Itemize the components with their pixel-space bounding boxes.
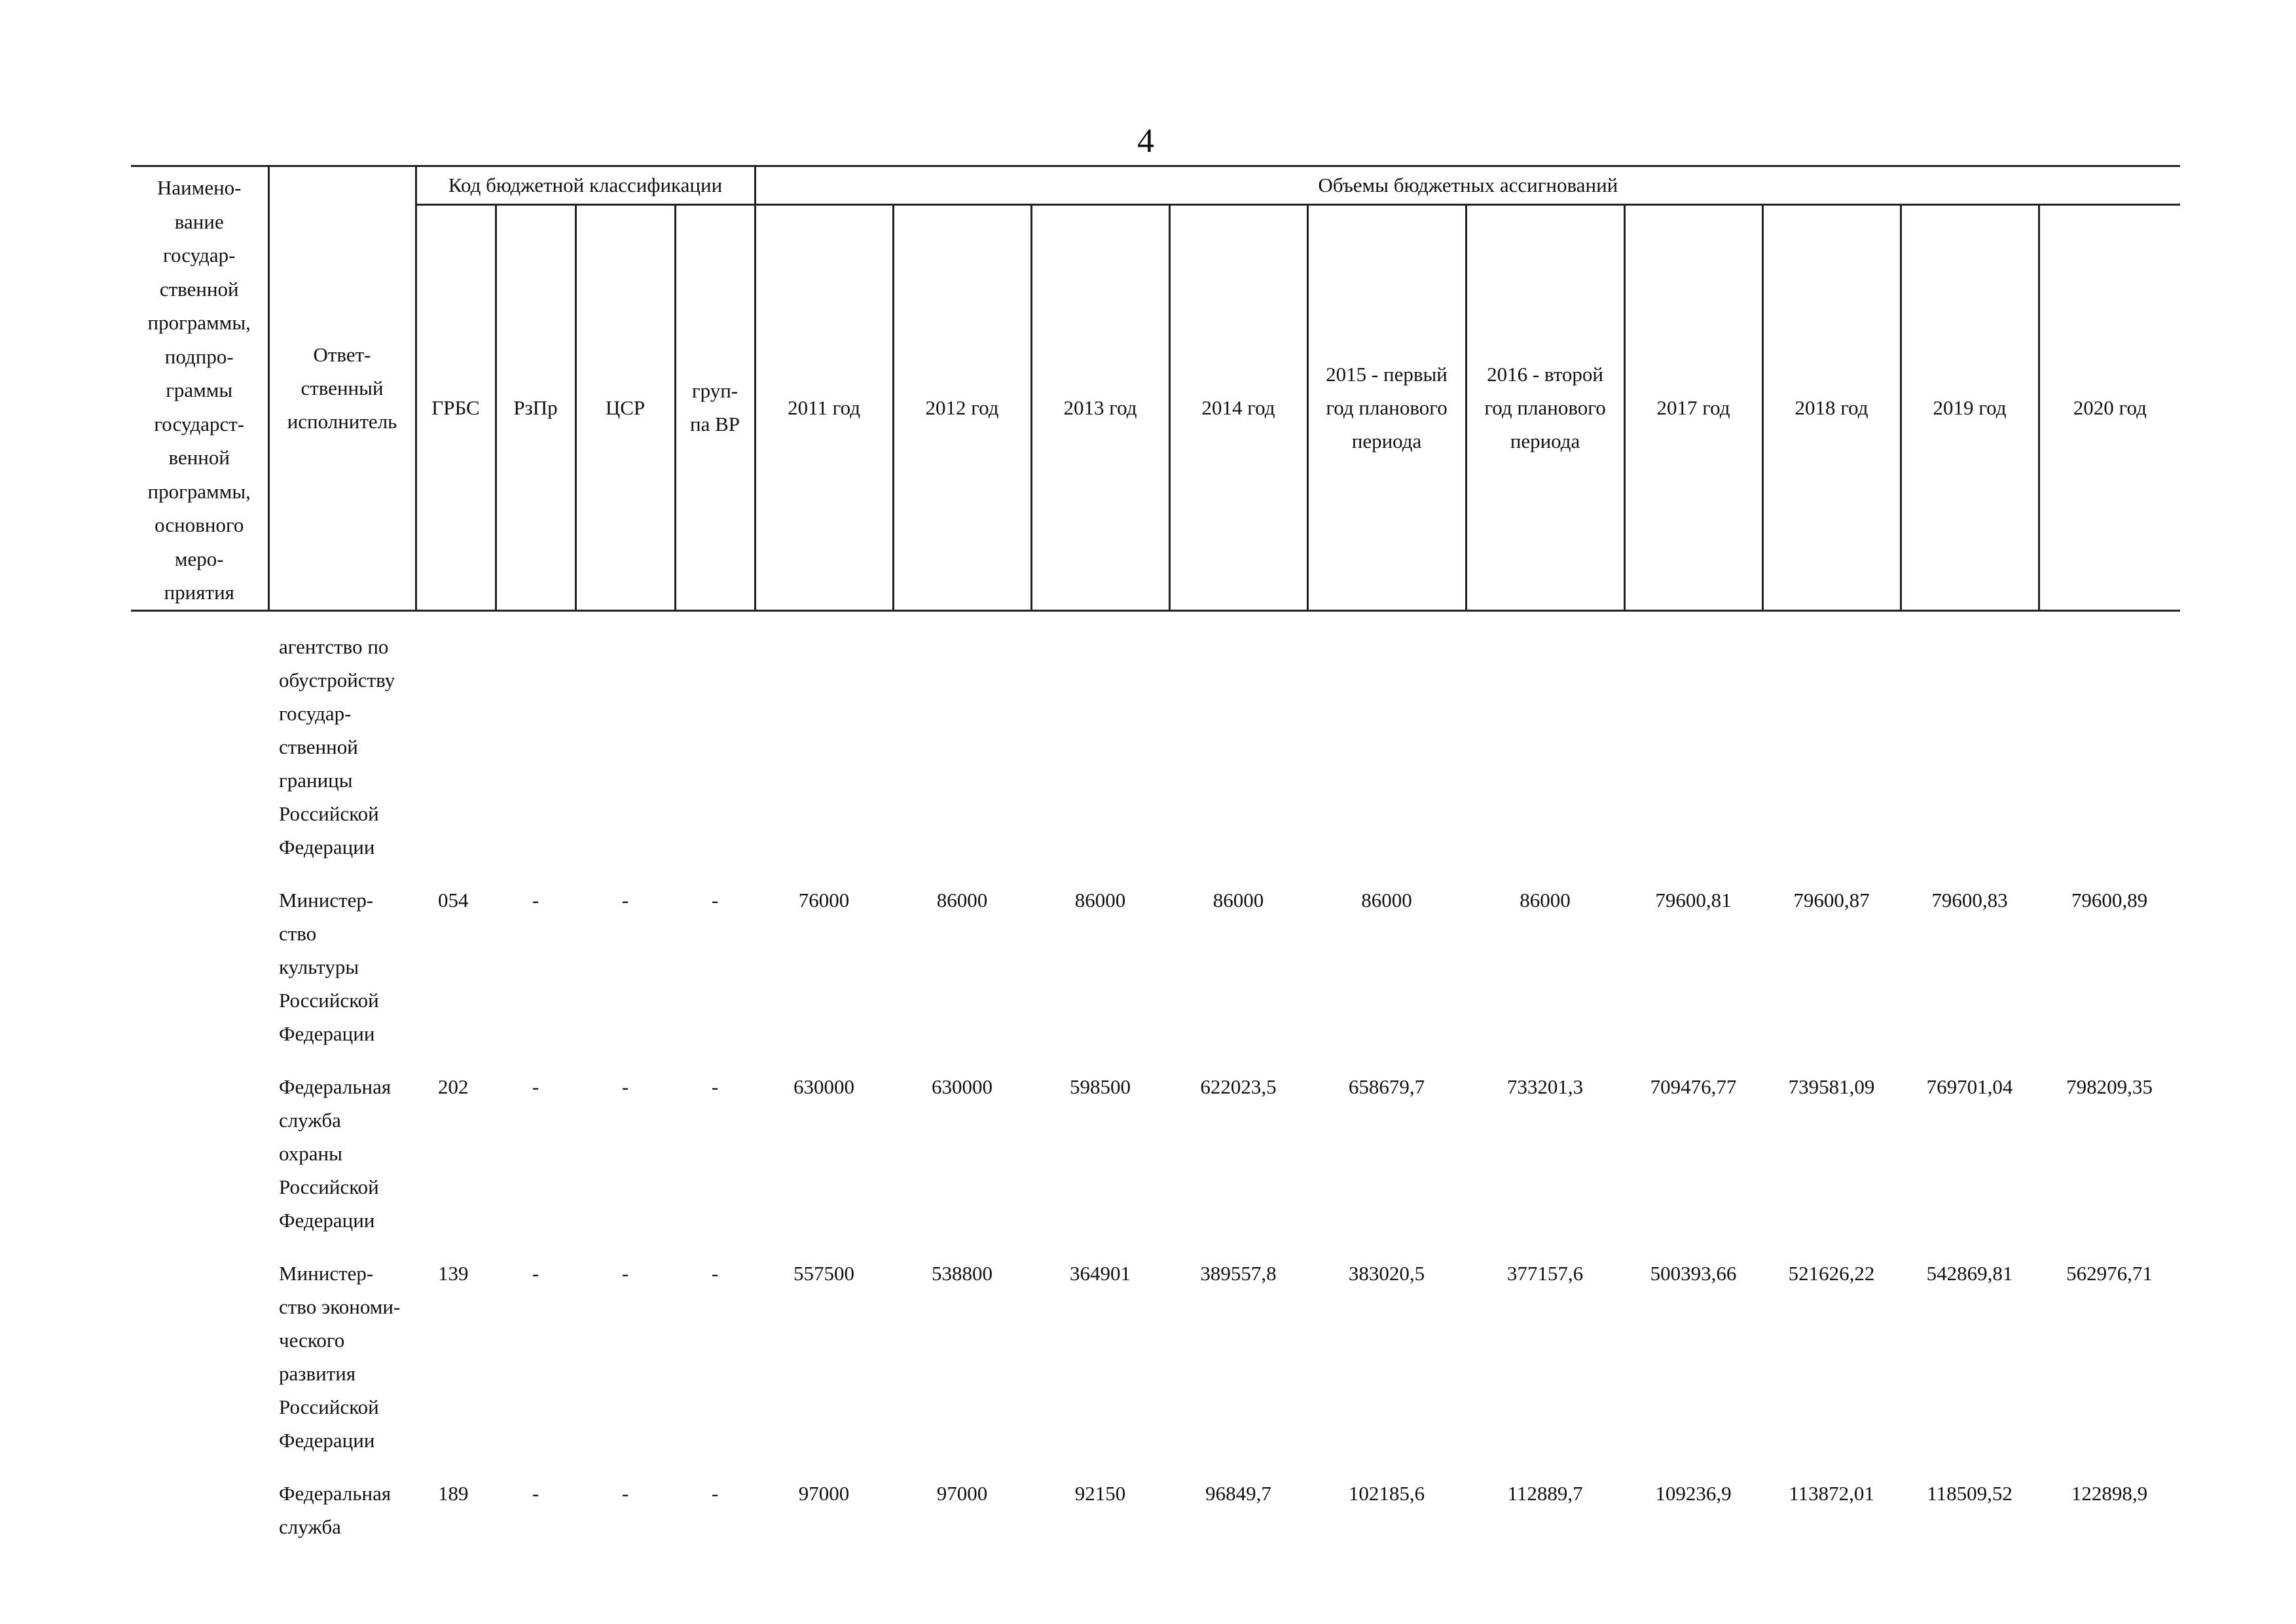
- text-line: Наимено-: [156, 176, 242, 199]
- value-cell: 118509,52: [1927, 1481, 2013, 1505]
- value-cell: 364901: [1070, 1261, 1131, 1285]
- text-line: Федерации: [279, 1208, 375, 1232]
- executor-cell: [268, 1237, 416, 1457]
- value-cell: 86000: [1361, 888, 1412, 912]
- value-cell: 79600,81: [1655, 888, 1732, 912]
- name-cell: [131, 864, 268, 1050]
- value-cell: [1307, 610, 1466, 864]
- value-cell: 521626,22: [1788, 1261, 1875, 1285]
- text-line: граммы: [166, 378, 233, 401]
- text-line: ство: [279, 921, 317, 945]
- text-line: Федеральная: [279, 1075, 392, 1098]
- year-header: [1169, 204, 1307, 610]
- grbs-cell: 202: [438, 1075, 469, 1098]
- text-line: вание: [174, 210, 224, 233]
- value-cell: [893, 610, 1031, 864]
- year-header: [1307, 204, 1466, 610]
- table-row: [131, 1457, 2180, 1543]
- vr-cell: -: [711, 1481, 719, 1505]
- value-cell: 500393,66: [1650, 1261, 1737, 1285]
- value-cell: 798209,35: [2066, 1075, 2153, 1098]
- text-line: подпро-: [164, 344, 234, 368]
- grbs-cell: 189: [438, 1481, 469, 1505]
- text-line: Федеральная: [279, 1481, 392, 1505]
- text-line: служба: [279, 1108, 341, 1132]
- text-line: периода: [1510, 429, 1580, 452]
- value-cell: 733201,3: [1506, 1075, 1584, 1098]
- table-row: [131, 864, 2180, 1050]
- year-header: [1031, 204, 1169, 610]
- executor-cell: [268, 1050, 416, 1237]
- value-cell: 709476,77: [1650, 1075, 1737, 1098]
- value-cell: 96849,7: [1205, 1481, 1271, 1505]
- value-cell: 598500: [1070, 1075, 1131, 1098]
- text-line: Ответ-: [313, 343, 371, 367]
- rzpr-cell: -: [532, 888, 539, 912]
- vr-cell: -: [711, 1075, 719, 1098]
- table-row: [131, 1237, 2180, 1457]
- text-line: государ-: [163, 244, 236, 267]
- text-line: ственной: [279, 735, 358, 758]
- text-line: ственной: [159, 277, 239, 301]
- value-cell: 377157,6: [1506, 1261, 1584, 1285]
- value-cell: 86000: [1212, 888, 1264, 912]
- text-line: па ВР: [690, 413, 740, 436]
- text-line: развития: [279, 1361, 356, 1385]
- text-line: Российской: [279, 1395, 379, 1418]
- value-cell: 102185,6: [1348, 1481, 1425, 1505]
- text-line: основного: [155, 513, 244, 536]
- year-header: [1466, 204, 1624, 610]
- text-line: 2019 год: [1933, 396, 2007, 419]
- executor-cell: [268, 610, 416, 864]
- value-cell: 622023,5: [1200, 1075, 1277, 1098]
- year-header: [1624, 204, 1762, 610]
- text-line: культуры: [279, 955, 359, 978]
- value-cell: 383020,5: [1348, 1261, 1425, 1285]
- name-cell: [131, 1457, 268, 1543]
- year-header: [1901, 204, 2039, 610]
- value-cell: 112889,7: [1507, 1481, 1583, 1505]
- text-line: исполнитель: [287, 410, 397, 434]
- text-line: охраны: [279, 1141, 342, 1165]
- name-cell: [131, 1237, 268, 1457]
- text-line: приятия: [164, 581, 234, 604]
- executor-header: [268, 166, 416, 611]
- vr-header: [675, 204, 755, 610]
- csr-cell: -: [621, 1075, 629, 1098]
- grbs-cell: 139: [438, 1261, 469, 1285]
- vr-cell: -: [711, 888, 719, 912]
- value-cell: 630000: [793, 1075, 855, 1098]
- value-cell: 79600,89: [2071, 888, 2148, 912]
- rzpr-cell: -: [532, 1481, 539, 1505]
- value-cell: [1169, 610, 1307, 864]
- year-header: [755, 204, 893, 610]
- program-name-header: [131, 166, 268, 611]
- text-line: груп-: [691, 379, 738, 403]
- rzpr-cell: [496, 610, 575, 864]
- text-line: ческого: [279, 1328, 345, 1352]
- value-cell: 538800: [932, 1261, 993, 1285]
- year-header: [1762, 204, 1901, 610]
- text-line: Министер-: [279, 888, 374, 912]
- table-row: [131, 610, 2180, 864]
- table-row: [131, 1050, 2180, 1237]
- text-line: Российской: [279, 1175, 379, 1198]
- value-cell: 86000: [1520, 888, 1571, 912]
- value-cell: 557500: [793, 1261, 855, 1285]
- csr-cell: -: [621, 888, 629, 912]
- text-line: 2013 год: [1063, 396, 1137, 419]
- executor-cell: [268, 1457, 416, 1543]
- vr-cell: [675, 610, 755, 864]
- grbs-header: ГРБС: [416, 204, 496, 610]
- text-line: 2012 год: [925, 396, 999, 419]
- value-cell: 562976,71: [2066, 1261, 2153, 1285]
- value-cell: [1901, 610, 2039, 864]
- text-line: меро-: [174, 547, 224, 570]
- budget-code-header: Код бюджетной классификации: [416, 166, 755, 205]
- text-line: Федерации: [279, 1022, 375, 1045]
- value-cell: 76000: [798, 888, 850, 912]
- text-line: периода: [1351, 429, 1422, 452]
- value-cell: 630000: [932, 1075, 993, 1098]
- rzpr-cell: -: [532, 1261, 539, 1285]
- text-line: обустройству: [279, 668, 395, 692]
- value-cell: 97000: [798, 1481, 850, 1505]
- text-line: 2018 год: [1795, 396, 1868, 419]
- text-line: государ-: [279, 701, 352, 725]
- value-cell: 542869,81: [1926, 1261, 2013, 1285]
- text-line: год планового: [1326, 396, 1448, 419]
- text-line: Федерации: [279, 1428, 375, 1452]
- value-cell: [1624, 610, 1762, 864]
- value-cell: 92150: [1074, 1481, 1126, 1505]
- value-cell: 739581,09: [1788, 1075, 1875, 1098]
- text-line: 2016 - второй: [1487, 362, 1603, 386]
- text-line: год планового: [1484, 396, 1606, 419]
- rzpr-cell: -: [532, 1075, 539, 1098]
- value-cell: 109236,9: [1655, 1481, 1732, 1505]
- name-cell: [131, 610, 268, 864]
- vr-cell: -: [711, 1261, 719, 1285]
- text-line: 2014 год: [1201, 396, 1275, 419]
- csr-cell: [575, 610, 675, 864]
- grbs-cell: 054: [438, 888, 469, 912]
- rzpr-header: РзПр: [496, 204, 575, 610]
- csr-header: ЦСР: [575, 204, 675, 610]
- value-cell: 113872,01: [1789, 1481, 1874, 1505]
- value-cell: [1466, 610, 1624, 864]
- text-line: государст-: [154, 412, 245, 435]
- text-line: программы,: [147, 311, 251, 334]
- value-cell: [755, 610, 893, 864]
- csr-cell: -: [621, 1481, 629, 1505]
- text-line: 2017 год: [1656, 396, 1730, 419]
- budget-allocations-table: [131, 165, 2180, 1543]
- value-cell: 769701,04: [1926, 1075, 2013, 1098]
- text-line: Российской: [279, 988, 379, 1012]
- csr-cell: -: [621, 1261, 629, 1285]
- table-body: [131, 610, 2180, 1543]
- text-line: 2015 - первый: [1326, 362, 1448, 386]
- year-header: [2039, 204, 2180, 610]
- text-line: 2020 год: [2073, 396, 2147, 419]
- value-cell: [2039, 610, 2180, 864]
- text-line: ство экономи-: [279, 1295, 401, 1318]
- value-cell: 79600,87: [1793, 888, 1870, 912]
- value-cell: 122898,9: [2071, 1481, 2148, 1505]
- text-line: служба: [279, 1515, 341, 1538]
- text-line: венной: [168, 446, 230, 469]
- text-line: программы,: [147, 479, 251, 503]
- text-line: Министер-: [279, 1261, 374, 1285]
- text-line: 2011 год: [788, 396, 860, 419]
- year-header: [893, 204, 1031, 610]
- text-line: Российской: [279, 802, 379, 825]
- text-line: агентство по: [279, 635, 389, 658]
- value-cell: 86000: [1074, 888, 1126, 912]
- allocations-header: Объемы бюджетных ассигнований: [755, 166, 2180, 205]
- value-cell: 86000: [936, 888, 988, 912]
- page-number: 4: [1137, 122, 1154, 160]
- value-cell: 658679,7: [1348, 1075, 1425, 1098]
- text-line: ственный: [301, 377, 384, 400]
- text-line: Федерации: [279, 835, 375, 858]
- name-cell: [131, 1050, 268, 1237]
- value-cell: 389557,8: [1200, 1261, 1277, 1285]
- value-cell: 79600,83: [1931, 888, 2008, 912]
- grbs-cell: [416, 610, 496, 864]
- value-cell: [1031, 610, 1169, 864]
- executor-cell: [268, 864, 416, 1050]
- value-cell: [1762, 610, 1901, 864]
- value-cell: 97000: [936, 1481, 988, 1505]
- text-line: границы: [279, 768, 353, 792]
